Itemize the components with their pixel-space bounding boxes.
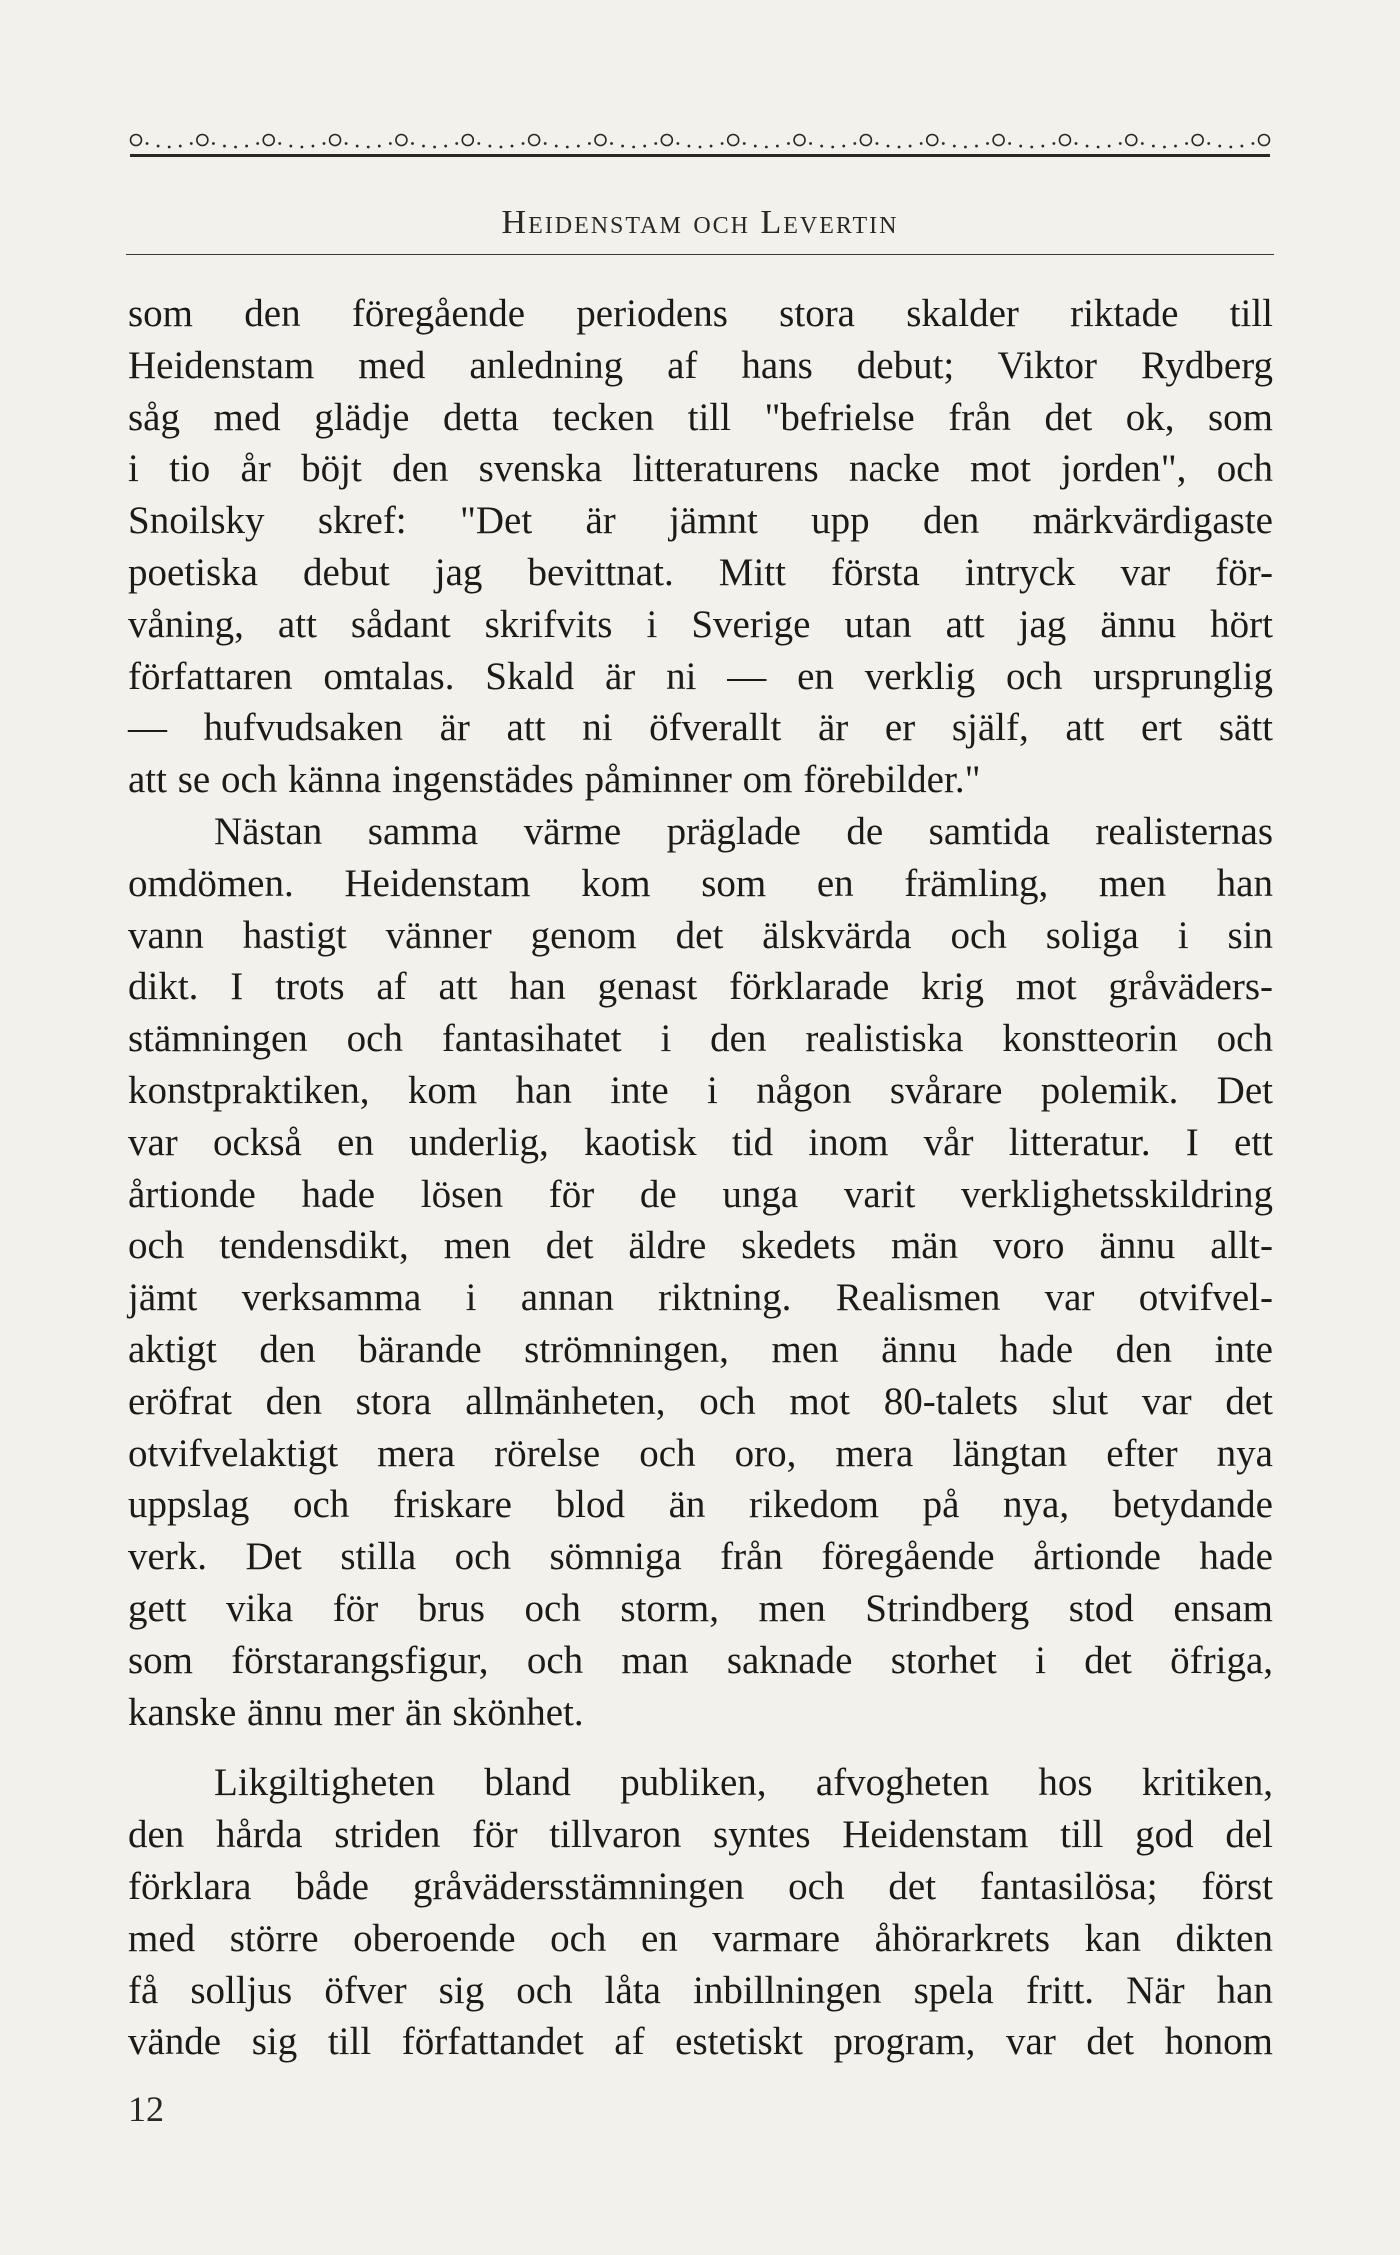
ornament-dot [754,145,757,148]
ornament-ring [396,135,407,146]
text-line: författaren omtalas. Skald är ni — en verklig och ursprunglig [128,654,1273,698]
ornament-dot [500,146,503,149]
text-line: dikt. I trots af att han genast förklarade krig mot gråväders- [128,965,1273,1009]
ornament-ring [993,135,1004,146]
text-line: Likgiltigheten bland publiken, afvogheten hos kritiken, [214,1761,1273,1805]
text-line: jämt verksamma i annan riktning. Realismen var otvifvel- [128,1276,1273,1320]
ornament-dot [876,142,879,145]
ornament-ring [529,135,540,146]
ornament-dot [1041,145,1044,148]
ornament-dot [433,146,436,149]
text-line: få solljus öfver sig och låta inbillningen spela fritt. När han [128,1968,1273,2012]
ornament-dot [234,146,237,149]
text-line: eröfrat den stora allmänheten, och mot 80-talets slut var det [128,1379,1273,1423]
ornament-dot [544,142,547,145]
text-line: aktigt den bärande strömningen, men ännu hade den inte [128,1327,1273,1371]
text-line: våning, att sådant skrifvits i Sverige utan att jag ännu hört [128,602,1273,646]
ornament-dot [909,145,912,148]
ornament-dot [378,145,381,148]
ornament-dot [566,146,569,149]
ornament-ring [1259,135,1270,146]
text-line: vände sig till författandet af estetiskt program, var det honom [128,2020,1273,2064]
ornament-dot [455,142,458,145]
ornament-dot [964,146,967,149]
ornament-dot [312,145,315,148]
ornamental-border [126,128,1274,168]
text-line: uppslag och friskare blod än rikedom på nya, betydande [128,1483,1273,1527]
ornament-dot [643,145,646,148]
ornament-dot [1019,145,1022,148]
ornament-dot [1218,145,1221,148]
text-line: årtionde hade lösen för de unga varit verklighetsskildring [128,1172,1273,1216]
ornament-ring [860,135,871,146]
text-line: Nästan samma värme präglade de samtida realisternas [214,809,1273,853]
ornament-dot [367,146,370,149]
ornament-dot [898,146,901,149]
body-text [128,288,1273,2068]
ornament-dot [688,145,691,148]
text-line: stämningen och fantasihatet i den realistiska konstteorin och [128,1017,1273,1061]
ornament-ring [197,135,208,146]
ornament-dot [1229,146,1232,149]
ornament-ring [330,135,341,146]
header-rule [126,254,1274,255]
ornament-dot [1097,146,1100,149]
ornament-dot [831,146,834,149]
ornament-ring [462,135,473,146]
ornament-dot [1086,145,1089,148]
ornament-dot [1152,145,1155,148]
ornament-dot [190,142,193,145]
ornament-dot [223,145,226,148]
page-number: 12 [128,2089,164,2129]
ornament-ring [263,135,274,146]
ornament-dot [787,142,790,145]
ornament-ring [661,135,672,146]
ornament-dot [157,145,160,148]
text-line: såg med glädje detta tecken till "befrielse från det ok, som [128,395,1273,439]
ornament-dot [356,145,359,148]
text-line: var också en underlig, kaotisk tid inom vår litteratur. I ett [128,1120,1273,1164]
ornament-dot [212,142,215,145]
text-line: konstpraktiken, kom han inte i någon svårare polemik. Det [128,1068,1273,1112]
ornament-dot [1240,145,1243,148]
text-line: — hufvudsaken är att ni öfverallt är er själf, att ert sätt [128,706,1273,750]
ornament-ring [728,135,739,146]
text-line: att se och känna ingenstädes påminner om förebilder." [128,758,981,802]
text-line: omdömen. Heidenstam kom som en främling, men han [128,861,1273,905]
text-line: i tio år böjt den svenska litteraturens nacke mot jorden", och [128,447,1273,491]
running-title: Heidenstam och Levertin [501,204,899,241]
text-line: med större oberoende och en varmare åhörarkrets kan dikten [128,1916,1273,1960]
text-line: poetiska debut jag bevittnat. Mitt första intryck var för- [128,550,1273,594]
ornament-dot [820,145,823,148]
text-line: den hårda striden för tillvaron syntes Heidenstam till god del [128,1813,1273,1857]
ornament-ring [927,135,938,146]
ornament-ring [794,135,805,146]
ornament-dot [179,145,182,148]
ornament-dot [776,145,779,148]
ornament-dot [710,145,713,148]
ornament-dot [444,145,447,148]
ornament-dot [610,142,613,145]
ornament-dot [577,145,580,148]
ornament-dot [588,142,591,145]
text-line: kanske ännu mer än skönhet. [128,1690,584,1734]
ornament-dot [765,146,768,149]
text-line: vann hastigt vänner genom det älskvärda och soliga i sin [128,913,1273,957]
ornament-dot [1163,146,1166,149]
ornament-dot [477,142,480,145]
ornament-dot [887,145,890,148]
ornament-dot [389,142,392,145]
ornament-dot [345,142,348,145]
ornament-dot [699,146,702,149]
text-line: förklara både gråvädersstämningen och det fantasilösa; först [128,1864,1273,1908]
ornament-ring [131,135,142,146]
ornament-dot [975,145,978,148]
text-line: Heidenstam med anledning af hans debut; Viktor Rydberg [128,343,1273,387]
ornament-dot [842,145,845,148]
ornament-dot [323,142,326,145]
ornament-dot [511,145,514,148]
ornament-dot [743,142,746,145]
text-line: otvifvelaktigt mera rörelse och oro, mera längtan efter nya [128,1431,1273,1475]
ornament-dot [1008,142,1011,145]
ornament-dot [146,142,149,145]
ornament-dot [621,145,624,148]
ornament-dot [411,142,414,145]
text-line: gett vika för brus och storm, men Strindberg stod ensam [128,1586,1273,1630]
ornament-dot [1030,146,1033,149]
ornament-dot [555,145,558,148]
ornament-dot [168,146,171,149]
ornament-dot [1207,142,1210,145]
ornament-dot [289,145,292,148]
ornament-dot [245,145,248,148]
text-line: Snoilsky skref: "Det är jämnt upp den märkvärdigaste [128,499,1273,543]
text-line: som den föregående periodens stora skalder riktade till [128,292,1273,335]
ornament-dot [1108,145,1111,148]
text-line: som förstarangsfigur, och man saknade storhet i det öfriga, [128,1638,1273,1682]
text-line: och tendensdikt, men det äldre skedets män voro ännu allt- [128,1224,1273,1268]
ornament-dot [676,142,679,145]
ornament-dot [1075,142,1078,145]
ornament-dot [256,142,259,145]
ornament-ring [595,135,606,146]
ornament-dot [632,146,635,149]
ornament-dot [422,145,425,148]
ornament-dot [1119,142,1122,145]
ornament-dot [721,142,724,145]
ornament-dot [1141,142,1144,145]
ornament-dot [953,145,956,148]
ornament-ring [1192,135,1203,146]
ornament-dot [920,142,923,145]
ornament-dot [809,142,812,145]
ornament-dot [1052,142,1055,145]
ornament-dot [1185,142,1188,145]
ornament-dot [278,142,281,145]
ornament-dot [488,145,491,148]
ornament-dot [300,146,303,149]
ornament-dot [1252,142,1255,145]
ornament-ring [1126,135,1137,146]
ornament-dot [942,142,945,145]
ornament-dot [853,142,856,145]
ornament-dot [522,142,525,145]
ornament-dot [654,142,657,145]
ornament-ring [1059,135,1070,146]
text-line: verk. Det stilla och sömniga från föregående årtionde hade [128,1535,1273,1579]
ornament-dot [1174,145,1177,148]
ornament-dot [986,142,989,145]
